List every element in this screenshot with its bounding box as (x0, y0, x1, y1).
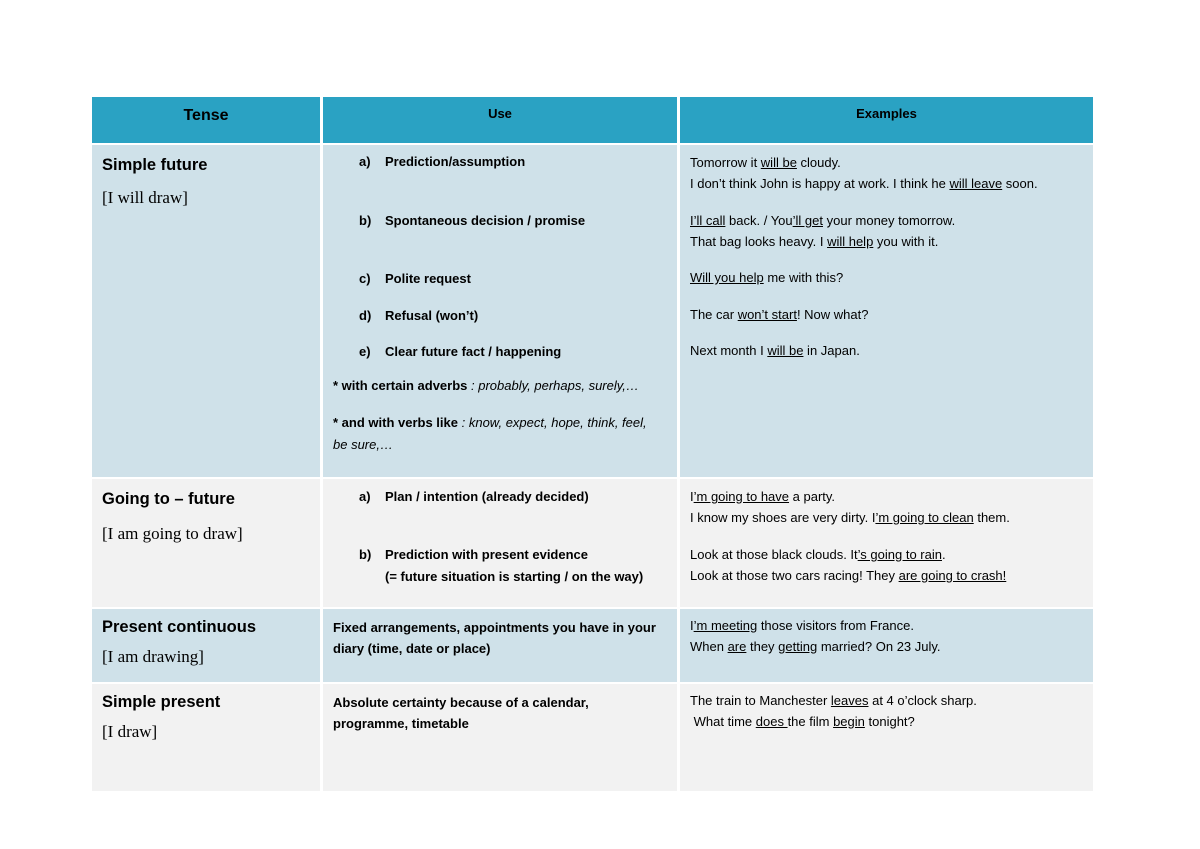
use-item: c) Polite request (359, 271, 471, 286)
table-row-simple-present (92, 684, 1093, 793)
use-cell (323, 145, 680, 477)
example-line: I know my shoes are very dirty. I’m going to clean them. (690, 510, 1010, 525)
tense-form: [I draw] (102, 722, 158, 741)
use-item: a) Prediction/assumption (359, 154, 526, 169)
tense-cell (92, 609, 323, 682)
usage-note: * and with verbs like : know, expect, hope, think, feel, be sure,… (333, 415, 647, 452)
header-tense: Tense (92, 97, 323, 143)
use-item: b) Prediction with present evidence (359, 547, 588, 562)
examples-cell (680, 479, 1093, 607)
table-row-present-continuous (92, 609, 1093, 684)
header-examples: Examples (856, 106, 917, 121)
example-line: I don’t think John is happy at work. I think he will leave soon. (690, 176, 1038, 191)
tense-name: Going to – future (102, 490, 235, 508)
example-line: That bag looks heavy. I will help you with it. (690, 234, 939, 249)
tense-cell (92, 145, 323, 477)
examples-cell (680, 684, 1093, 791)
use-item: e) Clear future fact / happening (359, 344, 562, 359)
use-item-continuation: (= future situation is starting / on the way) (385, 569, 644, 584)
table-header-row (92, 97, 1093, 145)
tense-form: [I will draw] (102, 188, 188, 207)
header-use: Use (323, 97, 680, 143)
tense-name: Present continuous (102, 618, 257, 636)
use-cell (323, 479, 680, 607)
tense-form: [I am drawing] (102, 647, 204, 666)
usage-note: * with certain adverbs : probably, perhaps, surely,… (333, 378, 639, 393)
use-item: a) Plan / intention (already decided) (359, 489, 589, 504)
example-line: The train to Manchester leaves at 4 o’clock sharp. (690, 693, 977, 708)
example-line: Tomorrow it will be cloudy. (690, 155, 841, 170)
tenses-table (92, 97, 1093, 793)
example-line: Look at those black clouds. It’s going to rain. (690, 547, 946, 562)
use-item: b) Spontaneous decision / promise (359, 213, 586, 228)
example-line: Look at those two cars racing! They are going to crash! (690, 568, 1007, 583)
use-cell: Absolute certainty because of a calendar, programme, timetable (323, 684, 680, 791)
use-cell: Fixed arrangements, appointments you have in your diary (time, date or place) (323, 609, 680, 682)
example-line: The car won’t start! Now what? (690, 307, 869, 322)
tense-cell (92, 684, 323, 791)
tense-name: Simple future (102, 156, 208, 174)
tense-form: [I am going to draw] (102, 524, 243, 543)
table-row-simple-future (92, 145, 1093, 479)
example-line: What time does the film begin tonight? (690, 714, 915, 729)
example-line: I’m meeting those visitors from France. (690, 618, 914, 633)
example-line: Will you help me with this? (690, 270, 844, 285)
tense-name: Simple present (102, 693, 221, 711)
examples-cell (680, 609, 1093, 682)
table-row-going-to-future (92, 479, 1093, 609)
example-line: I’ll call back. / You’ll get your money tomorrow. (690, 213, 956, 228)
example-line: Next month I will be in Japan. (690, 343, 860, 358)
example-line: When are they getting married? On 23 July. (690, 639, 941, 654)
example-line: I’m going to have a party. (690, 489, 836, 504)
tense-cell (92, 479, 323, 607)
use-item: d) Refusal (won’t) (359, 308, 479, 323)
examples-cell (680, 145, 1093, 477)
